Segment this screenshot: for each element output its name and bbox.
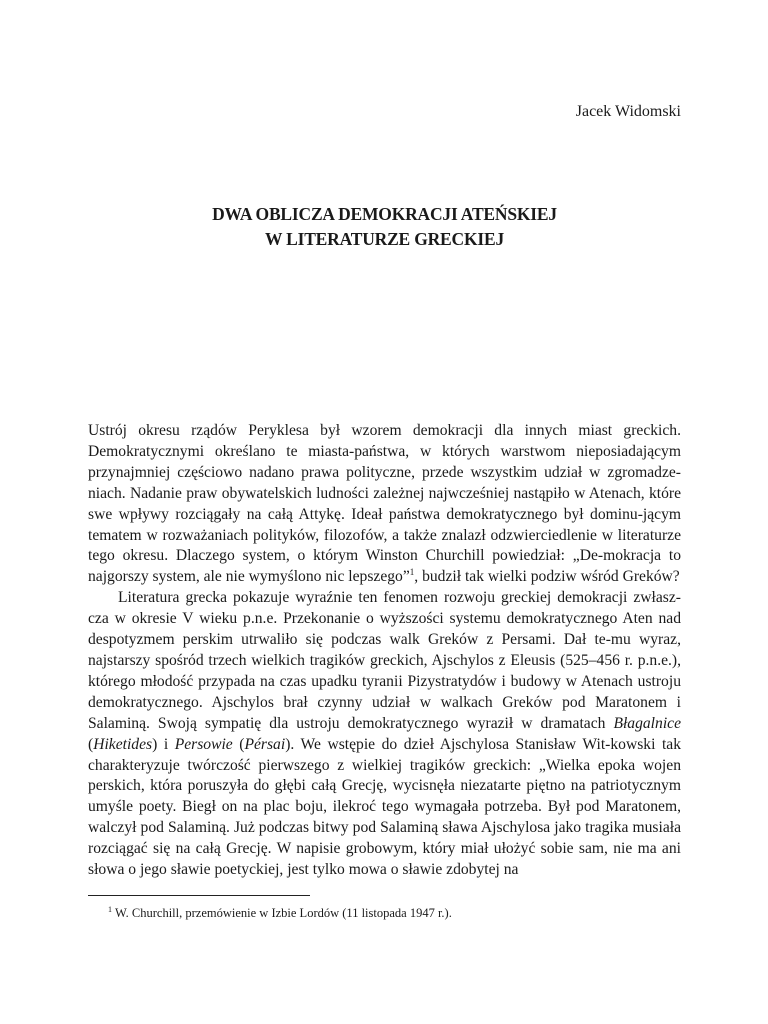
paren-open-2: ( <box>232 735 245 753</box>
work-title-hiketides: Hiketides <box>93 735 153 753</box>
title-line-1: DWA OBLICZA DEMOKRACJI ATEŃSKIEJ <box>212 204 557 224</box>
title-line-2: W LITERATURZE GRECKIEJ <box>264 229 505 249</box>
paragraph-2-text: Literatura grecka pokazuje wyraźnie ten fenomen rozwoju greckiej demokracji zwłasz-cza w okresie V wieku p.n.e. Przekonanie o wyższości systemu demokratycznego Aten nad despotyzmem perskim utrwaliło się podczas walk Greków z Persami. Dał te-mu wyraz, najstarszy spośród trzech wielkich tragików greckich, Ajschylos z Eleusis (525–456 r. p.n.e.), którego młodość przypada na czas upadku tyranii Pizystratydów i budowy w Atenach ustroju demokratycznego. Ajschylos brał czynny udział w walkach Greków pod Maratonem i Salaminą. Swoją sympatię dla ustroju demokratycznego wyraził w dramatach <box>88 589 681 732</box>
footnote <box>108 905 452 921</box>
article-body <box>88 421 681 881</box>
conjunction: ) i <box>152 735 175 753</box>
work-title-persowie: Persowie <box>174 735 233 753</box>
footnote-text: W. Churchill, przemówienie w Izbie Lordów (11 listopada 1947 r.). <box>115 906 452 920</box>
paragraph-1-text: Ustrój okresu rządów Peryklesa był wzorem demokracji dla innych miast greckich. Demokratycznymi określano te miasta-państwa, w których warstwom nieposiadającym przynajmniej częściowo nadano prawa polityczne, przede wszystkim udział w zgromadze-niach. Nadanie praw obywatelskich ludności zależnej najwcześniej nastąpiło w Atenach, które swe wpływy rozciągały na całą Attykę. Ideał państwa demokratycznego był dominu-jącym tematem w rozważaniach polityków, filozofów, a także znalazł odzwierciedlenie w literaturze tego okresu. Dlaczego system, o którym Winston Churchill powiedział: „De-mokracja to najgorszy system, ale nie wymyślono nic lepszego” <box>88 422 681 586</box>
paragraph-2 <box>88 588 681 881</box>
footnote-number: 1 <box>108 905 112 914</box>
paragraph-1 <box>88 421 681 588</box>
footnote-reference: 1 <box>409 567 415 578</box>
paren-open-1: ( <box>88 735 94 753</box>
paragraph-1-text-end: , budził tak wielki podziw wśród Greków? <box>414 568 680 586</box>
article-title <box>88 202 681 252</box>
work-title-persai: Pérsai <box>244 735 286 753</box>
page <box>88 0 681 1024</box>
author-name: Jacek Widomski <box>575 103 681 120</box>
footnote-separator <box>88 895 310 896</box>
paragraph-2-text-end: ). We wstępie do dzieł Ajschylosa Stanisław Wit-kowski tak charakteryzuje twórczość pierwszego z wielkiej tragików greckich: „Wielka epoka wojen perskich, która poruszyła do głębi całą Grecję, wycisnęła niezatarte piętno na patriotycznym umyśle poety. Biegł on na plac boju, ilekroć tego wymagała potrzeba. Był pod Maratonem, walczył pod Salaminą. Już podczas bitwy pod Salaminą sława Ajschylosa jako tragika musiała rozciągać się na całą Grecję. W napisie grobowym, który miał ułożyć sobie sam, nie ma ani słowa o jego sławie poetyckiej, jest tylko mowa o sławie zdobytej na <box>88 735 681 879</box>
work-title-blagalnice: Błagalnice <box>613 714 681 732</box>
